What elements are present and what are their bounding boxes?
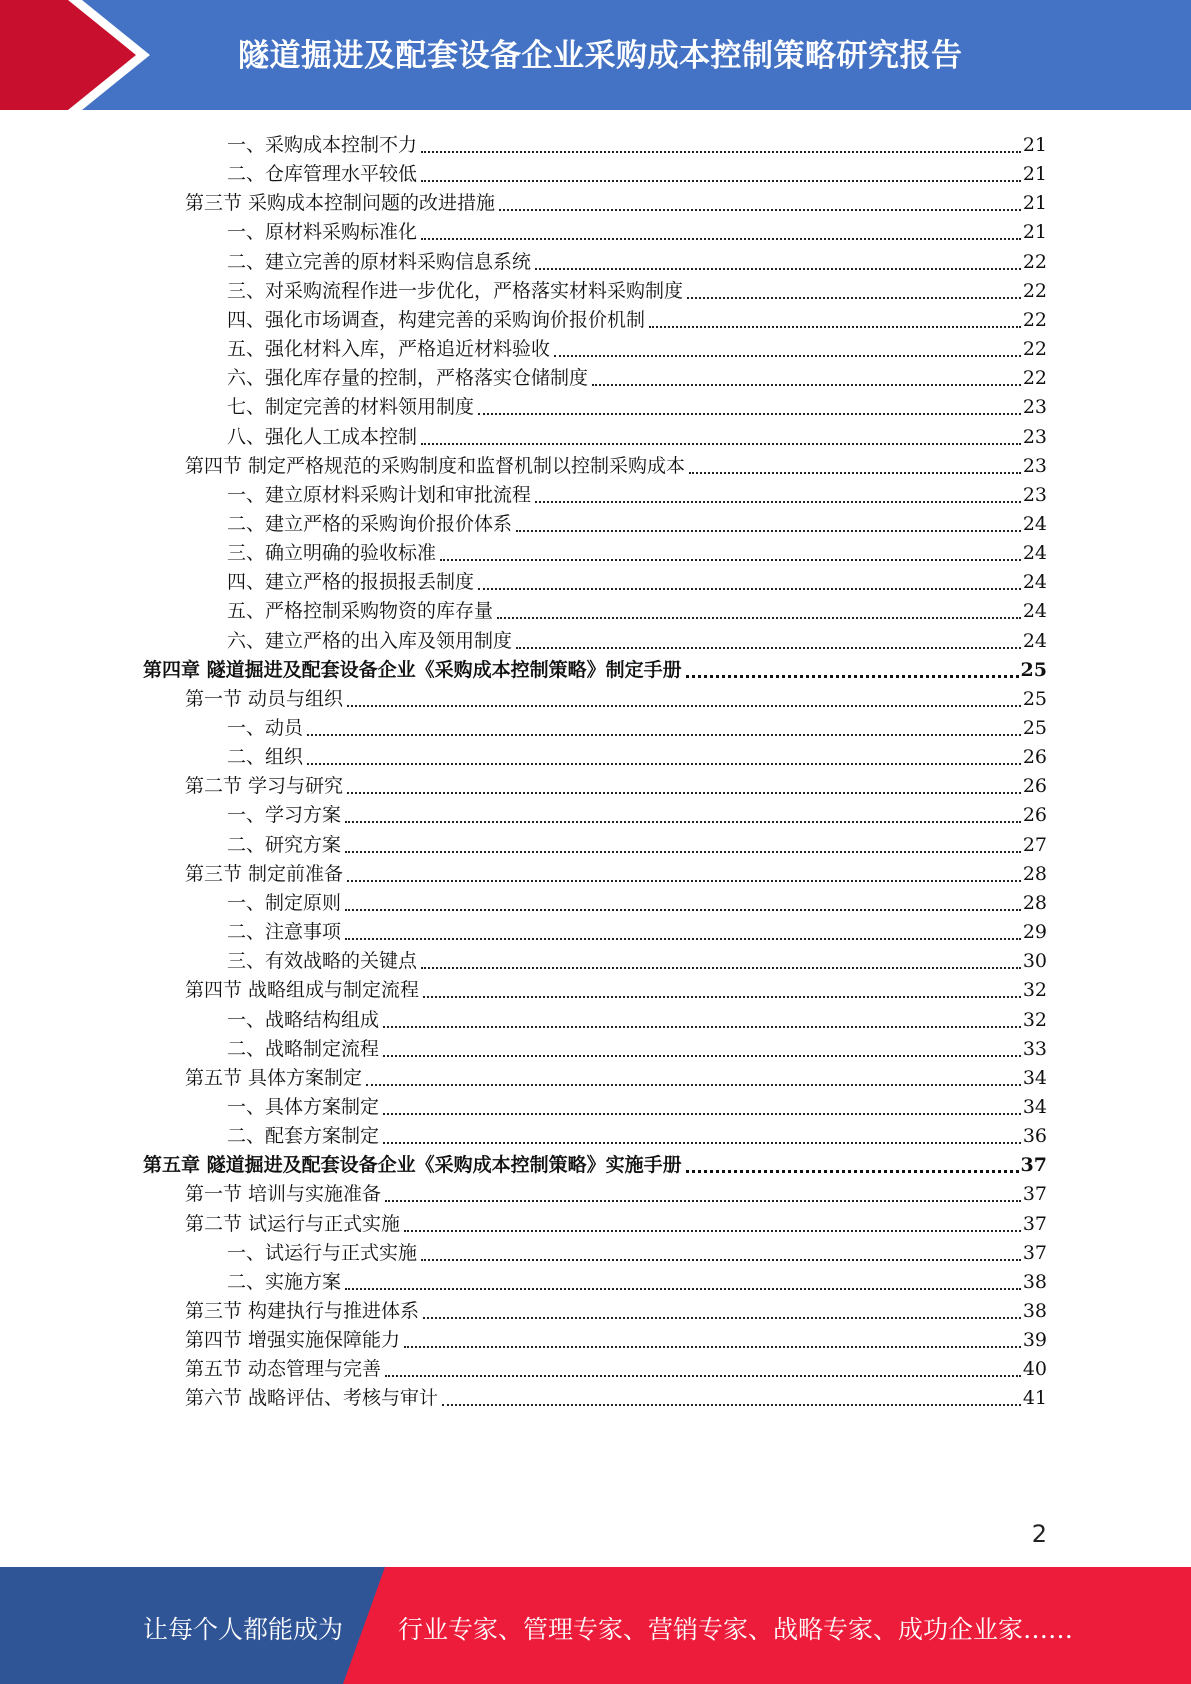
toc-entry-page: 36 [1022,1125,1047,1148]
toc-entry[interactable] [185,1380,1047,1411]
toc-dot-leader [516,524,1021,532]
toc-dot-leader [404,1340,1021,1348]
toc-entry-title: 第二节 学习与研究 [185,775,344,798]
toc-entry-title: 四、强化市场调查，构建完善的采购询价报价机制 [227,308,646,331]
toc-entry[interactable] [227,127,1047,158]
toc-entry[interactable] [227,1031,1047,1062]
toc-entry-page: 32 [1022,1008,1047,1031]
toc-entry-title: 二、组织 [227,746,304,769]
toc-entry[interactable] [227,885,1047,916]
toc-entry-page: 21 [1022,163,1047,186]
toc-entry-title: 二、实施方案 [227,1270,342,1293]
toc-entry-title: 一、试运行与正式实施 [227,1241,418,1264]
toc-entry-page: 26 [1022,804,1047,827]
toc-dot-leader [499,203,1021,211]
toc-entry[interactable] [227,739,1047,770]
report-title: 隧道掘进及配套设备企业采购成本控制策略研究报告 [238,38,963,74]
toc-entry[interactable] [227,156,1047,187]
toc-entry[interactable] [185,856,1047,887]
toc-entry[interactable] [227,214,1047,245]
toc-entry[interactable] [185,1176,1047,1207]
toc-entry-title: 第四章 隧道掘进及配套设备企业《采购成本控制策略》制定手册 [143,658,682,681]
toc-dot-leader [383,1107,1021,1115]
toc-entry[interactable] [143,1147,1047,1178]
toc-dot-leader [686,1164,1019,1173]
toc-dot-leader [421,961,1021,969]
toc-entry-page: 38 [1022,1300,1047,1322]
toc-entry-page: 24 [1022,629,1047,652]
toc-entry-title: 一、采购成本控制不力 [227,134,418,156]
toc-entry-page: 37 [1022,1241,1047,1264]
toc-entry[interactable] [227,360,1047,391]
toc-dot-leader [366,1078,1021,1086]
toc-dot-leader [535,262,1021,270]
toc-dot-leader [347,699,1021,707]
footer-slogan-right: 行业专家、管理专家、营销专家、战略专家、成功企业家…… [398,1615,1074,1644]
toc-entry-page: 29 [1022,921,1047,944]
toc-entry[interactable] [227,1235,1047,1266]
toc-dot-leader [307,728,1021,736]
toc-entry-title: 六、强化库存量的控制，严格落实仓储制度 [227,367,589,390]
page-header [0,0,1191,110]
chevron-icon [0,0,150,110]
toc-dot-leader [535,495,1021,503]
toc-entry-title: 二、仓库管理水平较低 [227,163,418,186]
toc-entry-page: 41 [1022,1387,1047,1410]
toc-entry-title: 八、强化人工成本控制 [227,425,418,448]
toc-entry-page: 24 [1022,571,1047,594]
toc-entry-page: 28 [1022,862,1047,885]
toc-dot-leader [423,990,1021,998]
toc-entry-page: 23 [1022,396,1047,419]
toc-entry-title: 五、严格控制采购物资的库存量 [227,600,494,623]
toc-entry-page: 21 [1022,192,1047,215]
toc-entry-title: 第一节 培训与实施准备 [185,1183,382,1206]
toc-entry[interactable] [227,827,1047,858]
footer-slogan-left: 让每个人都能成为 [143,1615,344,1644]
toc-entry[interactable] [227,506,1047,537]
page-footer [0,1567,1191,1684]
toc-entry-page: 38 [1022,1270,1047,1293]
toc-dot-leader [516,641,1021,649]
toc-dot-leader [345,815,1021,823]
toc-entry[interactable] [227,302,1047,333]
toc-entry-page: 37 [1020,1154,1047,1177]
toc-entry-page: 21 [1022,134,1047,156]
toc-entry[interactable] [227,477,1047,508]
toc-entry[interactable] [227,331,1047,362]
toc-entry-page: 27 [1022,833,1047,856]
toc-entry[interactable] [185,1060,1047,1091]
toc-entry-title: 第五章 隧道掘进及配套设备企业《采购成本控制策略》实施手册 [143,1154,682,1177]
toc-dot-leader [383,1136,1021,1144]
toc-entry-title: 二、建立严格的采购询价报价体系 [227,512,513,535]
toc-entry-title: 一、制定原则 [227,891,342,914]
toc-dot-leader [592,378,1021,386]
toc-dot-leader [649,320,1021,328]
toc-dot-leader [421,232,1021,240]
toc-entry-title: 二、配套方案制定 [227,1125,380,1148]
toc-entry-page: 32 [1022,979,1047,1002]
toc-dot-leader [554,349,1021,357]
toc-dot-leader [440,553,1021,561]
toc-entry[interactable] [227,593,1047,624]
toc-dot-leader [687,291,1021,299]
toc-entry[interactable] [185,1322,1047,1353]
toc-dot-leader [347,786,1021,794]
toc-dot-leader [383,1020,1021,1028]
toc-dot-leader [345,1282,1021,1290]
toc-entry[interactable] [227,943,1047,974]
toc-entry-title: 一、战略结构组成 [227,1008,380,1031]
toc-dot-leader [497,611,1021,619]
toc-dot-leader [404,1224,1021,1232]
toc-entry-title: 六、建立严格的出入库及领用制度 [227,629,513,652]
toc-entry-page: 25 [1020,658,1047,681]
toc-dot-leader [686,669,1019,678]
toc-entry-page: 40 [1022,1358,1047,1381]
toc-entry-page: 39 [1022,1329,1047,1352]
toc-entry-title: 第三节 制定前准备 [185,862,344,885]
toc-entry-page: 23 [1022,483,1047,506]
toc-entry-page: 22 [1022,279,1047,302]
toc-dot-leader [423,1311,1021,1319]
toc-entry[interactable] [227,1264,1047,1295]
toc-entry-page: 23 [1022,454,1047,477]
toc-entry-page: 26 [1022,746,1047,769]
toc-entry-title: 三、确立明确的验收标准 [227,542,437,565]
toc-entry[interactable] [185,1351,1047,1382]
toc-entry-page: 23 [1022,425,1047,448]
toc-dot-leader [421,1253,1021,1261]
toc-dot-leader [478,407,1021,415]
toc-entry-title: 二、战略制定流程 [227,1037,380,1060]
toc-entry-title: 二、注意事项 [227,921,342,944]
page-number: 2 [1031,1520,1047,1548]
toc-entry[interactable] [227,419,1047,450]
toc-entry[interactable] [185,768,1047,799]
toc-entry-page: 34 [1022,1066,1047,1089]
toc-entry-title: 第四节 增强实施保障能力 [185,1329,401,1352]
toc-dot-leader [345,932,1021,940]
toc-entry-page: 33 [1022,1037,1047,1060]
toc-entry-title: 一、具体方案制定 [227,1095,380,1118]
toc-entry-title: 第五节 具体方案制定 [185,1066,363,1089]
toc-entry-title: 第一节 动员与组织 [185,687,344,710]
toc-entry-title: 第三节 采购成本控制问题的改进措施 [185,192,496,215]
toc-dot-leader [383,1049,1021,1057]
toc-entry[interactable] [185,448,1047,479]
toc-entry-page: 22 [1022,367,1047,390]
toc-entry-page: 30 [1022,950,1047,973]
toc-entry-title: 第四节 制定严格规范的采购制度和监督机制以控制采购成本 [185,454,686,477]
toc-dot-leader [421,437,1021,445]
toc-entry-title: 七、制定完善的材料领用制度 [227,396,475,419]
toc-entry[interactable] [185,972,1047,1003]
toc-entry-page: 24 [1022,512,1047,535]
toc-entry-title: 一、动员 [227,717,304,739]
toc-entry-title: 三、有效战略的关键点 [227,950,418,973]
toc-entry[interactable] [185,185,1047,216]
toc-dot-leader [385,1194,1021,1202]
toc-entry-page: 24 [1022,542,1047,565]
toc-entry[interactable] [227,1118,1047,1149]
toc-entry[interactable] [227,914,1047,945]
toc-entry[interactable] [227,1002,1047,1033]
toc-entry[interactable] [185,681,1047,712]
toc-entry-title: 第二节 试运行与正式实施 [185,1212,401,1235]
toc-dot-leader [345,845,1021,853]
toc-entry-page: 37 [1022,1212,1047,1235]
toc-entry[interactable] [143,652,1047,683]
toc-entry-page: 25 [1022,717,1047,739]
toc-entry[interactable] [227,273,1047,304]
toc-entry-page: 26 [1022,775,1047,798]
toc-entry-title: 一、建立原材料采购计划和审批流程 [227,483,532,506]
toc-entry-title: 一、学习方案 [227,804,342,827]
toc-entry-title: 二、研究方案 [227,833,342,856]
toc-dot-leader [442,1398,1021,1406]
toc-dot-leader [478,582,1021,590]
toc-dot-leader [421,145,1021,153]
toc-entry[interactable] [185,1293,1047,1324]
toc-entry-title: 第五节 动态管理与完善 [185,1358,382,1381]
toc-dot-leader [347,874,1021,882]
toc-entry[interactable] [227,244,1047,275]
toc-entry-page: 37 [1022,1183,1047,1206]
toc-dot-leader [345,903,1021,911]
toc-entry-title: 二、建立完善的原材料采购信息系统 [227,250,532,273]
toc-entry-page: 24 [1022,600,1047,623]
toc-entry-page: 34 [1022,1095,1047,1118]
toc-dot-leader [421,174,1021,182]
toc-entry-page: 28 [1022,891,1047,914]
toc-entry-title: 一、原材料采购标准化 [227,221,418,244]
toc-entry[interactable] [227,564,1047,595]
toc-entry[interactable] [227,1089,1047,1120]
toc-dot-leader [307,757,1021,765]
toc-entry-page: 21 [1022,221,1047,244]
toc-entry-page: 25 [1022,687,1047,710]
toc-entry[interactable] [227,623,1047,654]
toc-dot-leader [689,466,1021,474]
toc-entry[interactable] [227,535,1047,566]
toc-entry[interactable] [227,710,1047,741]
toc-entry-title: 五、强化材料入库，严格追近材料验收 [227,338,551,361]
toc-entry-page: 22 [1022,308,1047,331]
toc-entry[interactable] [227,797,1047,828]
toc-entry[interactable] [185,1206,1047,1237]
toc-entry-page: 22 [1022,250,1047,273]
toc-entry[interactable] [227,389,1047,420]
toc-entry-title: 第六节 战略评估、考核与审计 [185,1387,439,1410]
toc-entry-title: 三、对采购流程作进一步优化，严格落实材料采购制度 [227,279,684,302]
toc-entry-title: 四、建立严格的报损报丢制度 [227,571,475,594]
toc-entry-title: 第四节 战略组成与制定流程 [185,979,420,1002]
toc-entry-title: 第三节 构建执行与推进体系 [185,1300,420,1322]
toc-entry-page: 22 [1022,338,1047,361]
toc-dot-leader [385,1369,1021,1377]
